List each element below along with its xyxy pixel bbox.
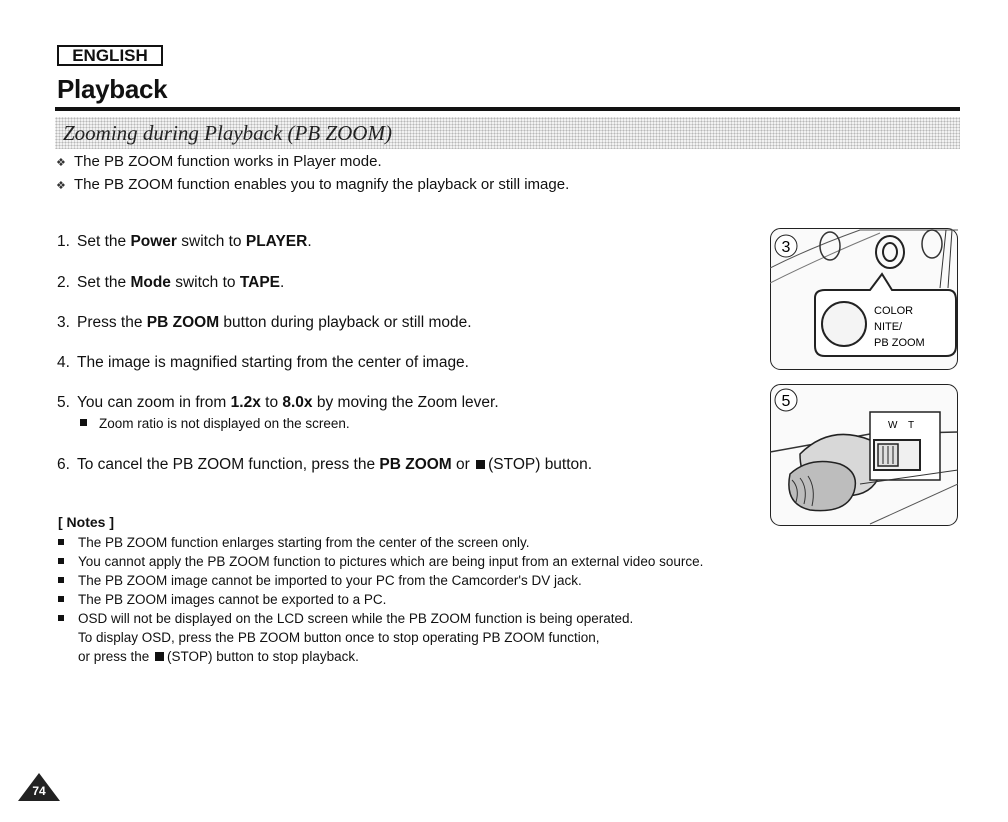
figure-step-label: 3 xyxy=(781,239,791,256)
note-text: The PB ZOOM function enlarges starting from the center of the screen only. xyxy=(78,535,530,550)
note-text: You cannot apply the PB ZOOM function to pictures which are being input from an external video source. xyxy=(78,554,704,569)
note-item xyxy=(58,590,703,609)
step-4 xyxy=(57,354,469,372)
intro-item xyxy=(56,152,569,175)
square-bullet-icon xyxy=(58,558,64,564)
step-text: or xyxy=(451,456,475,473)
intro-item xyxy=(56,175,569,198)
step-bold: PLAYER xyxy=(245,233,308,250)
step-1 xyxy=(57,233,312,251)
page-number-text: 74 xyxy=(32,784,46,798)
step-2 xyxy=(57,274,284,292)
step-text: You can zoom in from xyxy=(77,394,231,411)
figure-step-label: 5 xyxy=(781,393,791,410)
step-bold: 8.0x xyxy=(282,394,313,411)
step-text: . xyxy=(280,274,285,291)
step-text: To cancel the PB ZOOM function, press the xyxy=(77,456,380,473)
stop-icon xyxy=(476,460,485,469)
step-bold: PB ZOOM xyxy=(146,314,220,331)
button-label-line: COLOR xyxy=(874,305,914,317)
diamond-bullet-icon: ❖ xyxy=(56,180,66,192)
note-text: (STOP) button to stop playback. xyxy=(167,649,359,664)
step-text: (STOP) button. xyxy=(488,456,593,473)
note-text: The PB ZOOM image cannot be imported to your PC from the Camcorder's DV jack. xyxy=(78,573,582,588)
step-text: Press the xyxy=(77,314,147,331)
square-bullet-icon xyxy=(58,596,64,602)
step-bold: PB ZOOM xyxy=(379,456,452,473)
section-title: Zooming during Playback (PB ZOOM) xyxy=(63,121,392,145)
note-continuation: To display OSD, press the PB ZOOM button once to stop operating PB ZOOM function, xyxy=(78,630,600,645)
step-bold: Mode xyxy=(130,274,171,291)
notes-list xyxy=(58,533,703,666)
step-bold: TAPE xyxy=(239,274,281,291)
lever-mark-tele: T xyxy=(908,420,915,431)
step-text: button during playback or still mode. xyxy=(219,314,472,331)
note-item xyxy=(58,552,703,571)
lever-mark-wide: W xyxy=(888,420,898,431)
square-bullet-icon xyxy=(80,419,87,426)
page-number xyxy=(17,772,61,802)
step-number: 5. xyxy=(57,394,70,411)
step-number: 3. xyxy=(57,314,70,331)
intro-text: The PB ZOOM function works in Player mode. xyxy=(74,153,382,170)
stop-icon xyxy=(155,652,164,661)
note-item xyxy=(58,533,703,552)
note-item xyxy=(58,571,703,590)
note-text: OSD will not be displayed on the LCD screen while the PB ZOOM function is being operated. xyxy=(78,611,634,626)
step-text: switch to xyxy=(176,233,246,250)
notes-heading: [ Notes ] xyxy=(58,514,114,530)
note-continuation xyxy=(58,647,703,666)
step-text: The image is magnified starting from the center of image. xyxy=(77,354,469,371)
note-text: or press the xyxy=(78,649,154,664)
square-bullet-icon xyxy=(58,539,64,545)
step-bold: 1.2x xyxy=(230,394,261,411)
step-text: Set the xyxy=(77,233,131,250)
note-text: The PB ZOOM images cannot be exported to a PC. xyxy=(78,592,387,607)
title-rule xyxy=(55,107,960,111)
button-label-line: PB ZOOM xyxy=(874,337,925,349)
step-text: . xyxy=(307,233,312,250)
square-bullet-icon xyxy=(58,577,64,583)
page-title: Playback xyxy=(57,74,168,104)
note-item xyxy=(58,609,703,628)
pb-zoom-button-illustration xyxy=(770,228,958,370)
step-6 xyxy=(57,456,592,474)
figure-pb-zoom-button xyxy=(770,228,958,370)
zoom-lever-illustration xyxy=(770,384,958,526)
step-bold: Power xyxy=(130,233,177,250)
step-text: by moving the Zoom lever. xyxy=(312,394,499,411)
step-3 xyxy=(57,314,472,332)
intro-list xyxy=(56,152,569,198)
button-label-line: NITE/ xyxy=(874,321,903,333)
step-number: 4. xyxy=(57,354,70,371)
intro-text: The PB ZOOM function enables you to magnify the playback or still image. xyxy=(74,176,570,193)
section-banner xyxy=(55,117,960,149)
language-badge: ENGLISH xyxy=(57,45,163,66)
step-text: to xyxy=(260,394,283,411)
step-5-subnote xyxy=(80,416,350,431)
square-bullet-icon xyxy=(58,615,64,621)
diamond-bullet-icon: ❖ xyxy=(56,157,66,169)
step-text: Set the xyxy=(77,274,131,291)
step-number: 1. xyxy=(57,233,70,250)
subnote-text: Zoom ratio is not displayed on the screen. xyxy=(99,416,350,431)
step-text: switch to xyxy=(170,274,240,291)
step-number: 6. xyxy=(57,456,70,473)
step-5 xyxy=(57,394,499,412)
step-number: 2. xyxy=(57,274,70,291)
figure-zoom-lever xyxy=(770,384,958,526)
